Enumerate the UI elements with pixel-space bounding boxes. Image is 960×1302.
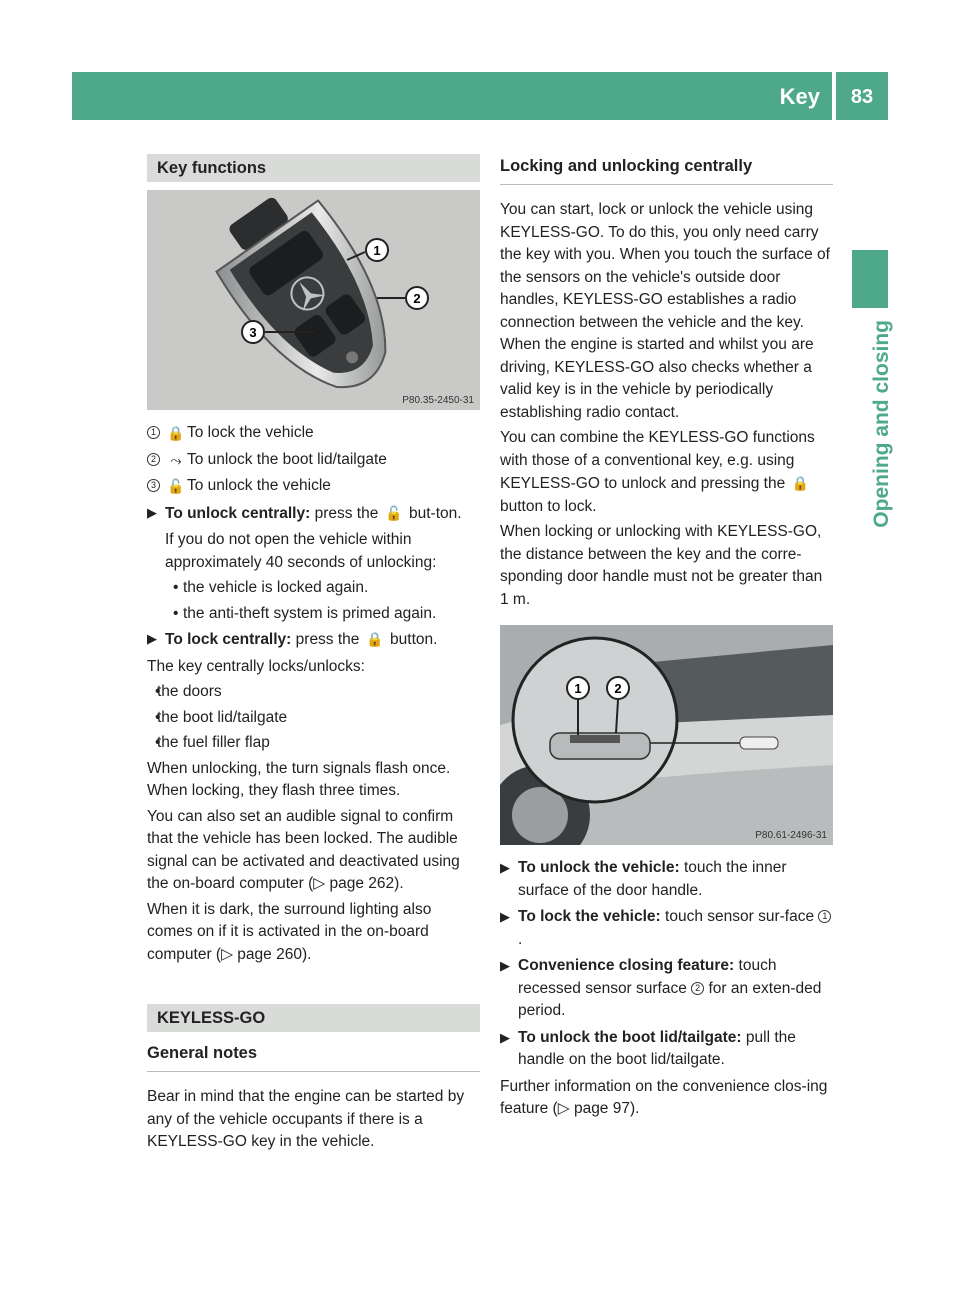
heading-locking-unlocking: Locking and unlocking centrally	[500, 154, 833, 185]
instruction-lock-centrally: ▶ To lock centrally: press the 🔒 button.	[147, 628, 480, 652]
svg-text:1: 1	[574, 681, 582, 696]
left-column	[147, 154, 480, 1157]
page-section-title: Key	[779, 84, 820, 109]
instruction-unlock-centrally: ▶ To unlock centrally: press the 🔓 but-ton.	[147, 502, 480, 526]
locks-intro: The key centrally locks/unlocks:	[147, 657, 365, 675]
lock-closed-icon: 🔒	[791, 475, 810, 491]
arrow-icon: ▶	[500, 909, 510, 924]
para-audible-signal: You can also set an audible signal to confirm that the vehicle has been locked. The audible signal can be activated and deactivated using the on-board computer (▷ page 262).	[147, 807, 460, 892]
boot-lid-icon: ⤳	[170, 451, 182, 468]
list-item: • the fuel filler flap	[147, 732, 480, 755]
list-item: • the boot lid/tailgate	[147, 707, 480, 730]
heading-general-notes: General notes	[147, 1044, 480, 1072]
svg-text:1: 1	[373, 243, 381, 258]
section-title-key-functions: Key functions	[147, 154, 480, 182]
header-bar	[72, 72, 832, 120]
arrow-icon: ▶	[147, 504, 157, 520]
arrow-icon: ▶	[147, 631, 157, 646]
para-general-notes: Bear in mind that the engine can be started by any of the vehicle occupants if there is a KEYLESS-GO key in the vehicle.	[147, 1088, 465, 1150]
para-further-info: Further information on the convenience clos-ing feature (▷ page 97).	[500, 1077, 828, 1117]
para-turn-signals: When unlocking, the turn signals flash once. When locking, they flash three times.	[147, 759, 451, 799]
key-illustration	[147, 190, 480, 410]
svg-text:2: 2	[614, 681, 622, 696]
arrow-icon: ▶	[500, 1029, 510, 1045]
figure-code: P80.61-2496-31	[755, 830, 827, 841]
instruction-convenience-closing: ▶ Convenience closing feature: touch recessed sensor surface 2 for an exten-ded period.	[500, 957, 822, 1019]
instruction-lock-vehicle: ▶ To lock the vehicle: touch sensor sur-face 1.	[500, 906, 833, 951]
para-distance: When locking or unlocking with KEYLESS-GO, the distance between the key and the corre-sponding door handle must not be greater than 1 m.	[500, 523, 823, 608]
legend-item: 2 ⤳ To unlock the boot lid/tailgate	[147, 449, 480, 472]
arrow-icon: ▶	[500, 860, 510, 875]
svg-text:3: 3	[249, 325, 257, 340]
figure-code: P80.35-2450-31	[402, 395, 474, 406]
list-item: • the doors	[147, 681, 480, 704]
side-tab-marker	[852, 250, 888, 308]
para-keyless-intro: You can start, lock or unlock the vehicle using KEYLESS-GO. To do this, you only need carry the key with you. When you touch the surface of the sensors on the vehicle's outside door handles, KEYLESS-GO establishes a radio connection between the vehicle and the key. When the engine is started and whilst you are driving, KEYLESS-GO also checks whether a valid key is in the vehicle by periodically establishing radio contact.	[500, 201, 830, 421]
lock-open-icon: 🔓	[167, 478, 185, 494]
list-item: • the anti-theft system is primed again.	[165, 603, 480, 626]
key-figure	[147, 190, 480, 410]
arrow-icon: ▶	[500, 958, 510, 973]
lock-closed-icon: 🔒	[366, 631, 384, 647]
unlock-note: If you do not open the vehicle within approximately 40 seconds of unlocking:	[165, 531, 437, 571]
instruction-unlock-boot: ▶ To unlock the boot lid/tailgate: pull the handle on the boot lid/tailgate.	[500, 1028, 796, 1068]
lock-closed-icon: 🔒	[167, 425, 185, 441]
right-column	[500, 154, 833, 1124]
svg-text:2: 2	[413, 291, 421, 306]
para-combine: You can combine the KEYLESS-GO functions with those of a conventional key, e.g. using KEYLESS-GO to unlock and pressing the 🔒 button to lock.	[500, 429, 815, 515]
magnified-circle	[513, 638, 677, 802]
list-item: • the vehicle is locked again.	[165, 577, 480, 600]
para-surround-lighting: When it is dark, the surround lighting also comes on if it is activated in the on-board computer (▷ page 260).	[147, 900, 432, 963]
legend-item: 1 🔒 To lock the vehicle	[147, 422, 480, 445]
door-handle-illustration	[500, 625, 833, 845]
legend-item: 3 🔓 To unlock the vehicle	[147, 475, 480, 498]
page-number: 83	[850, 86, 874, 108]
chapter-side-label: Opening and closing	[870, 320, 893, 528]
door-handle-figure	[500, 625, 833, 845]
instruction-unlock-vehicle: ▶ To unlock the vehicle: touch the inner surface of the door handle.	[500, 859, 787, 899]
section-title-keyless-go: KEYLESS-GO	[147, 1004, 480, 1032]
lock-open-icon: 🔓	[384, 504, 403, 521]
